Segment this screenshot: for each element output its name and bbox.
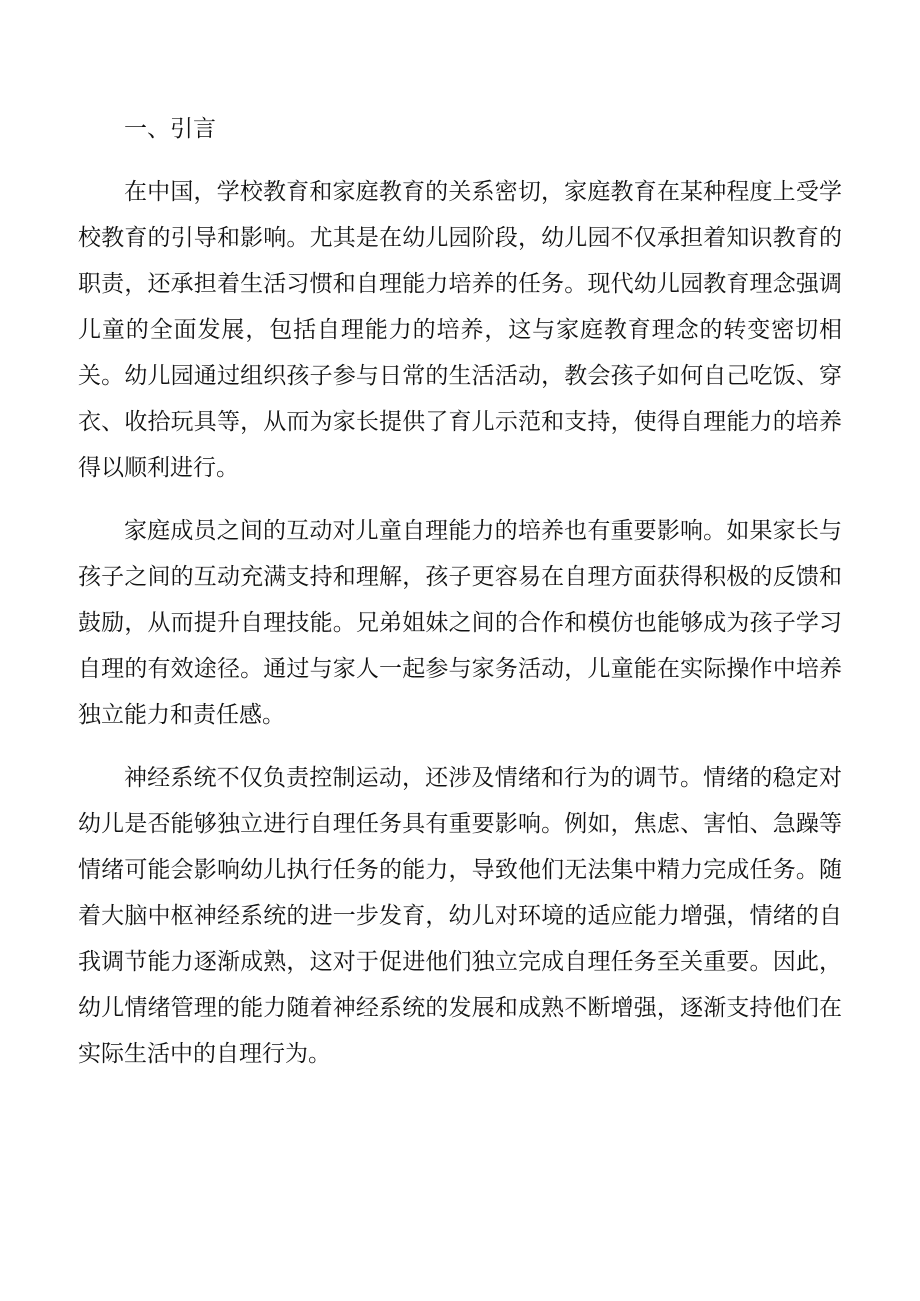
paragraph-2: 家庭成员之间的互动对儿童自理能力的培养也有重要影响。如果家长与孩子之间的互动充满支持和理解，孩子更容易在自理方面获得积极的反馈和鼓励，从而提升自理技能。兄弟姐妹之间的合作和模仿也能够成为孩子学习自理的有效途径。通过与家人一起参与家务活动，儿童能在实际操作中培养独立能力和责任感。 — [78, 518, 842, 728]
paragraph-3: 神经系统不仅负责控制运动，还涉及情绪和行为的调节。情绪的稳定对幼儿是否能够独立进行自理任务具有重要影响。例如，焦虑、害怕、急躁等情绪可能会影响幼儿执行任务的能力，导致他们无法集中精力完成任务。随着大脑中枢神经系统的进一步发育，幼儿对环境的适应能力增强，情绪的自我调节能力逐渐成熟，这对于促进他们独立完成自理任务至关重要。因此，幼儿情绪管理的能力随着神经系统的发展和成熟不断增强，逐渐支持他们在实际生活中的自理行为。 — [78, 765, 842, 1067]
paragraph-1: 在中国，学校教育和家庭教育的关系密切，家庭教育在某种程度上受学校教育的引导和影响。尤其是在幼儿园阶段，幼儿园不仅承担着知识教育的职责，还承担着生活习惯和自理能力培养的任务。现代幼儿园教育理念强调儿童的全面发展，包括自理能力的培养，这与家庭教育理念的转变密切相关。幼儿园通过组织孩子参与日常的生活活动，教会孩子如何自己吃饭、穿衣、收拾玩具等，从而为家长提供了育儿示范和支持，使得自理能力的培养得以顺利进行。 — [78, 179, 842, 481]
section-heading: 一、引言 — [124, 116, 216, 142]
